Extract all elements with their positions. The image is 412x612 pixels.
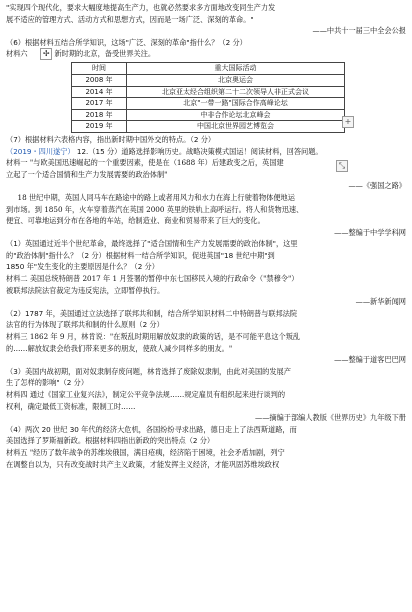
question-4-line-1: （4）两次 20 世纪 30 年代的经济大危机，各国纷纷寻求出路，德日走上了法西斯道路，而 [6,424,297,434]
material-3-line-2: 的……解放奴隶会给我们带来更多的朋友，使敌人减少同样多的朋友。" [6,343,233,353]
material-5-line-1: 材料五 "经历了数年战争的苏维埃俄国，满目疮痍，经济陷于困境，社会矛盾加剧，列宁 [6,447,285,457]
material-1-line-1: 材料一 "与欧美国迅速崛起的一个重要因素，使是在（1688 年）后建政变之后，英国建 [6,158,284,168]
question-1-line-1: （1）英国通过近半个世纪革命，最终选择了"适合国情和生产力发展需要的政治体制"，这里 [6,239,298,249]
table-cell-event: 北京"一带一路"国际合作高峰论坛 [127,98,345,110]
table-cell-year: 2019 年 [72,121,127,133]
material-2-line-2: 被联邦法院法官裁定为违反宪法，立即暂停执行。 [6,285,165,295]
material-6-label: 材料六 [6,49,28,59]
paragraph-2-line-3: 便宜、可靠地运到分布在各地的车站，给制造业、商业和贸易带来了巨大的变化。 [6,216,265,226]
table-cell-event: 北京奥运会 [127,74,345,86]
table-row [72,109,345,121]
question-1-line-2: 的"政治体制"指什么？（2 分）根据材料一结合所学知识，促进英国"18 世纪中期"到 [6,250,275,260]
table-row [72,98,345,110]
table-row [72,86,345,98]
table-cell-year: 2008 年 [72,74,127,86]
table-row [72,121,345,133]
question-4-line-2: 美国选择了罗斯福新政。根据材料四指出新政的突出特点（2 分） [6,436,215,446]
table-header-time: 时间 [72,63,127,75]
material-4-line-1: 材料四 通过《国家工业复兴法》，制定公平竞争法规……规定雇员有组织起来进行谈判的 [6,390,286,399]
intro-line-1: "实现四个现代化，要求大幅度地提高生产力，也就必然要求多方面地改变同生产力发 [6,3,276,12]
question-1-line-3: 1850 年"发生变化的主要原因是什么？（2 分） [6,262,159,272]
table-header-event: 重大国际活动 [127,63,345,75]
intro-line-2: 展不适应的管理方式、活动方式和思想方式，因而是一场广泛、深刻的革命。" [6,14,254,24]
question-12-text: 12.（15 分）道路选择影响历史。战略决策模式国运！阅读材料，回答问题。 [76,146,323,156]
question-7: （7）根据材料六表格内容，指出新时期中国外交的特点。（2 分） [6,134,216,144]
paragraph-2-source: ——整编于中学学科网 [334,227,406,237]
intro-source: ——中共十一届三中全会公报 [312,26,406,36]
events-table [71,62,345,133]
material-6-text: 新时期的北京，备受世界关注。 [54,49,156,59]
table-cell-year: 2014 年 [72,86,127,98]
move-handle-inline[interactable]: ✢ [40,48,52,60]
question-3-line-1: （3）美国内战初期，面对奴隶制存废问题，林肯选择了废除奴隶制，由此对美国的发展产 [6,366,291,376]
question-12-source: （2019・四川遂宁） [6,146,75,156]
add-row-handle[interactable]: + [342,116,354,128]
table-cell-event: 中非合作论坛北京峰会 [127,109,345,121]
table-cell-event: 中国北京世界园艺博览会 [127,121,345,133]
material-3-line-1: 材料三 1862 年 9 月，林肯说："在叛乱时期用解放奴隶的政策的话，是不可能平息这个叛乱 [6,332,301,342]
material-2-line-1: 材料二 美国总统特朗普 2017 年 1 月签署的暂停中东七国移民入境的行政命令（"禁穆令"） [6,274,299,284]
table-cell-event: 北京亚太经合组织第二十二次领导人非正式会议 [127,86,345,98]
question-2-line-1: （2）1787 年，美国通过立法选择了联邦共和制，结合所学知识材料二中特朗普与联邦法院 [6,308,298,318]
material-1-line-2: 立起了一个适合国情和生产力发展需要的政治体制" [6,169,168,179]
paragraph-2-line-1: 18 世纪中期，英国人同马车在路途中的路上或者用风力和水力在海上行驶着物体便地运 [17,192,295,202]
question-3-line-2: 生了怎样的影响"（2 分） [6,378,89,388]
material-4-line-2: 权利，确定最低工资标准，限制工时…… [6,401,136,411]
material-2-source: ——新华新闻网 [355,297,406,307]
material-6-line [6,48,406,60]
material-1-source: ——《强国之路》 [348,181,406,191]
resize-handle[interactable]: ⤡ [336,160,348,172]
question-6: （6）根据材料五结合所学知识，这场"广泛、深刻的革命"指什么？（2 分） [6,37,247,47]
material-5-line-2: 在调整自以为，只有改变战时共产主义政策，才能发挥主义经济，才能巩固苏维埃政权 [6,459,280,469]
material-3-source: ——整编于道客巴巴网 [334,355,406,365]
table-cell-year: 2018 年 [72,109,127,121]
table-cell-year: 2017 年 [72,98,127,110]
material-4-source: ——摘编于部编人教版《世界历史》九年级下册 [255,413,406,423]
question-12 [6,146,406,158]
table-header-row [72,63,345,75]
table-row [72,74,345,86]
question-2-line-2: 法官的行为体现了联邦共和制的什么原则（2 分） [6,320,164,330]
document-page [6,2,406,470]
paragraph-2-line-2: 到市场。到 1850 年，火车穿着蒸汽在英国 2000 英里的铁轨上高呼运行。将人和货物迅速、 [6,204,304,214]
